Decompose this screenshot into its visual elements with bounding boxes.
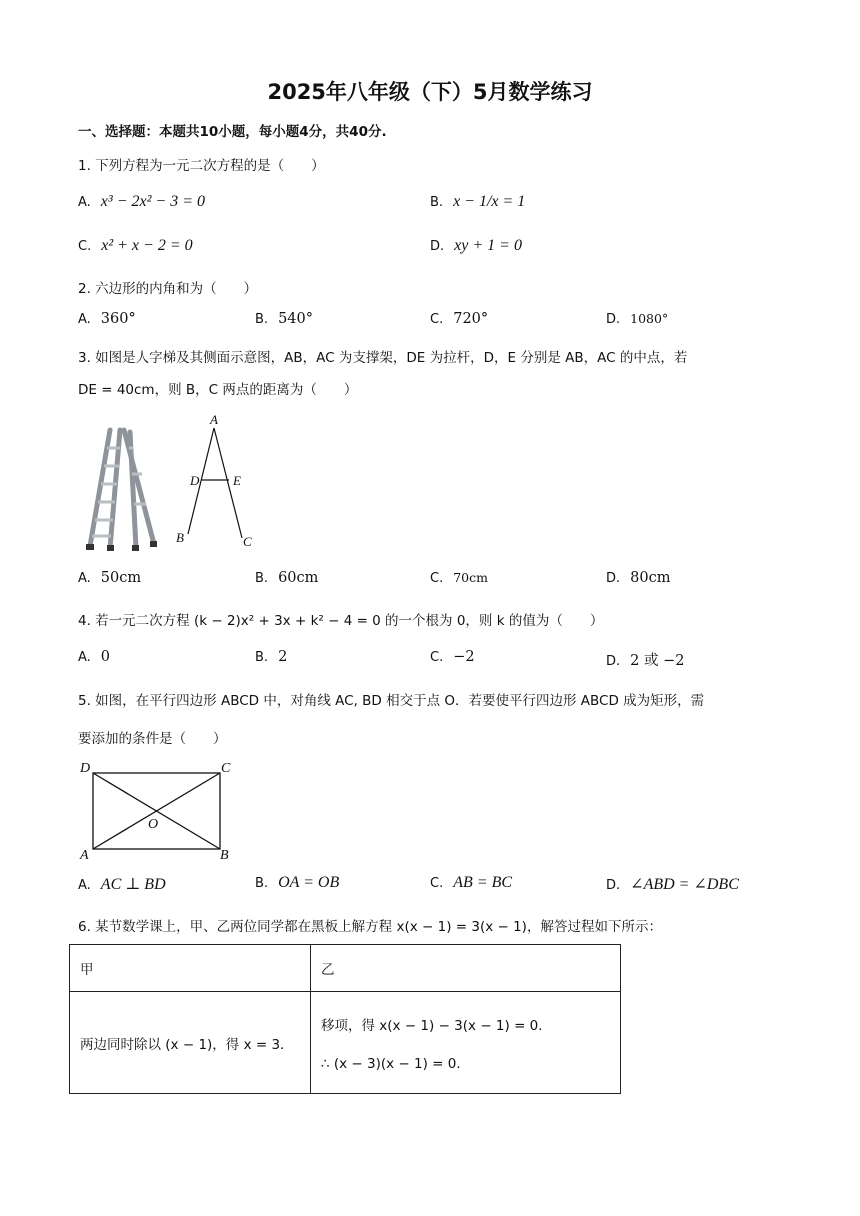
q4-option-b-label: B. [255, 650, 269, 665]
q3-option-b-text: 60cm [278, 570, 319, 586]
header-student-jia: 甲 [70, 945, 311, 992]
section-heading: 一、选择题：本题共10小题，每小题4分，共40分. [78, 124, 387, 140]
q4-option-b-text: 2 [278, 649, 288, 665]
question-1-stem: 1. 下列方程为一元二次方程的是（ ） [78, 158, 325, 174]
q3-option-c[interactable] [430, 570, 488, 586]
q4-option-d-text: 2 或 −2 [630, 653, 685, 669]
q1-option-b-text: x − 1/x = 1 [453, 193, 526, 210]
question-2-stem: 2. 六边形的内角和为（ ） [78, 281, 258, 297]
q2-option-a-label: A. [78, 312, 91, 327]
solution-yi-step2: ∴ (x − 3)(x − 1) = 0． [321, 1055, 470, 1072]
q2-option-a[interactable] [78, 311, 136, 327]
q1-option-c-text: x² + x − 2 = 0 [101, 237, 193, 254]
question-3-stem-line2: DE = 40cm，则 B，C 两点的距离为（ ） [78, 382, 358, 398]
q1-option-d-label: D. [430, 239, 445, 254]
q5-option-d[interactable] [606, 874, 739, 894]
q3-option-d-text: 80cm [630, 570, 671, 586]
rectangle-abcd-diagram [76, 758, 240, 862]
q1-option-c-label: C. [78, 239, 92, 254]
q3-option-a-text: 50cm [100, 570, 142, 586]
solutions-table [69, 944, 621, 1094]
q4-option-a[interactable] [78, 649, 110, 665]
q5-option-d-label: D. [606, 878, 621, 893]
label-b: B [220, 848, 229, 862]
q3-option-d-label: D. [606, 571, 621, 586]
q1-option-b[interactable] [430, 193, 525, 211]
solution-yi [311, 992, 621, 1094]
q4-option-b[interactable] [255, 649, 287, 665]
header-student-yi: 乙 [311, 945, 621, 992]
q3-option-a-label: A. [78, 571, 91, 586]
q4-option-c[interactable] [430, 649, 475, 665]
question-5-stem-line1: 5. 如图，在平行四边形 ABCD 中，对角线 AC, BD 相交于点 O．若要使平行四边形 ABCD 成为矩形，需 [78, 693, 705, 709]
q1-option-a-label: A. [78, 195, 91, 210]
q3-option-b-label: B. [255, 571, 269, 586]
q2-option-d-text: 1080° [630, 311, 669, 326]
label-a: A [80, 848, 89, 862]
q3-option-d[interactable] [606, 570, 670, 586]
solution-jia: 两边同时除以 (x − 1)，得 x = 3． [70, 992, 311, 1094]
q5-option-b-label: B. [255, 876, 269, 891]
label-d: D [190, 473, 200, 488]
label-b: B [176, 530, 184, 545]
label-a: A [210, 412, 218, 427]
q2-option-c[interactable] [430, 311, 488, 327]
q2-option-c-label: C. [430, 312, 444, 327]
q2-option-b-label: B. [255, 312, 269, 327]
question-4-stem: 4. 若一元二次方程 (k − 2)x² + 3x + k² − 4 = 0 的一个根为 0，则 k 的值为（ ） [78, 613, 604, 629]
q1-option-d-text: xy + 1 = 0 [454, 237, 522, 254]
q4-option-d[interactable] [606, 649, 684, 670]
q2-option-d-label: D. [606, 312, 621, 327]
q4-option-c-label: C. [430, 650, 444, 665]
q2-option-b-text: 540° [278, 311, 313, 327]
label-e: E [233, 473, 241, 488]
question-5-stem-line2: 要添加的条件是（ ） [78, 731, 227, 747]
ladder-side-diagram [172, 410, 258, 550]
q5-option-c[interactable] [430, 874, 512, 892]
q4-option-d-label: D. [606, 654, 621, 669]
q1-option-d[interactable] [430, 237, 522, 255]
q2-option-a-text: 360° [100, 311, 136, 327]
table-body-row [70, 992, 621, 1094]
q4-option-a-text: 0 [100, 649, 111, 665]
label-c: C [243, 534, 252, 549]
ladder-photo [80, 426, 162, 552]
q5-option-a-text: AC ⊥ BD [100, 876, 166, 893]
q1-option-a-text: x³ − 2x² − 3 = 0 [100, 193, 205, 210]
q3-option-c-label: C. [430, 571, 444, 586]
q5-option-b[interactable] [255, 874, 339, 892]
q5-option-c-text: AB = BC [453, 874, 513, 891]
page-title: 2025年八年级（下）5月数学练习 [267, 80, 593, 104]
q5-option-b-text: OA = OB [278, 874, 340, 891]
q4-option-a-label: A. [78, 650, 91, 665]
q2-option-c-text: 720° [453, 311, 489, 327]
q1-option-b-label: B. [430, 195, 444, 210]
q5-option-d-text: ∠ABD = ∠DBC [630, 876, 739, 893]
q4-option-c-text: −2 [453, 649, 475, 665]
question-6-stem: 6. 某节数学课上，甲、乙两位同学都在黑板上解方程 x(x − 1) = 3(x − 1)，解答过程如下所示： [78, 919, 662, 935]
q3-option-c-text: 70cm [453, 570, 488, 585]
q3-option-b[interactable] [255, 570, 318, 586]
label-o: O [148, 817, 159, 832]
q2-option-d[interactable] [606, 311, 668, 327]
q5-option-c-label: C. [430, 876, 444, 891]
question-3-stem-line1: 3. 如图是人字梯及其侧面示意图，AB，AC 为支撑架，DE 为拉杆，D，E 分别是 AB，AC 的中点，若 [78, 350, 688, 366]
q1-option-c[interactable] [78, 237, 193, 255]
q3-option-a[interactable] [78, 570, 141, 586]
solution-yi-step1: 移项，得 x(x − 1) − 3(x − 1) = 0． [321, 1017, 552, 1034]
q5-option-a-label: A. [78, 878, 91, 893]
label-c: C [221, 761, 231, 776]
q1-option-a[interactable] [78, 193, 205, 211]
q5-option-a[interactable] [78, 874, 166, 894]
table-header-row [70, 945, 621, 992]
q2-option-b[interactable] [255, 311, 313, 327]
label-d: D [80, 761, 91, 776]
